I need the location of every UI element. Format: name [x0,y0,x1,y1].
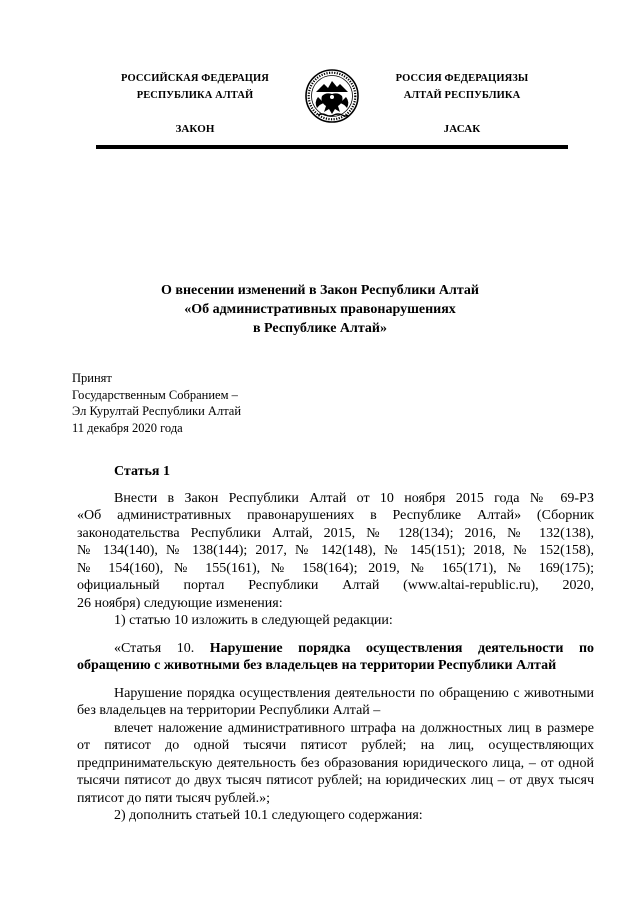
law-title-line: О внесении изменений в Закон Республики Алтай [161,283,479,298]
adoption-line: Эл Курултай Республики Алтай [72,404,242,418]
country-name-alt: РОССИЯ ФЕДЕРАЦИЯЗЫ [395,73,529,84]
adoption-block [72,370,241,436]
intro-line: «Об административных правонарушениях в Республике Алтай» (Сборник [77,508,594,523]
new-article-10 [77,640,594,675]
intro-line: Внести в Закон Республики Алтай от 10 ноября 2015 года № 69-РЗ [114,490,594,506]
adoption-date: 11 декабря 2020 года [72,420,183,435]
doc-kind-alt: JАСАК [443,123,481,135]
intro-line: № 154(160), № 155(161), № 158(164); 2019, № 165(171), № 169(175); [77,560,594,576]
header-divider [96,145,568,149]
intro-line: законодательства Республики Алтай, 2015, № 128(134); 2016, № 132(138), [77,525,594,541]
coat-of-arms-icon [304,66,360,128]
item-1: 1) статью 10 изложить в следующей редакции: [114,613,393,628]
penalty-paragraph: влечет наложение административного штрафа на должностных лиц в размере от пятисот до одной тысячи пятисот рублей; на лиц, осуществляющих предпринимательскую деятельность без образования юридического лица, – от одной тысячи пятисот до двух тысяч пятисот рублей; на юридических лиц – от двух тысяч пятисот до пяти тысяч рублей.»; [77,720,594,806]
republic-name-alt: АЛТАЙ РЕСПУБЛИКА [403,90,521,101]
law-title-line: «Об административных правонарушениях [184,302,456,317]
new-article-prefix: «Статья 10. [114,640,195,656]
article-heading: Статья 1 [114,464,170,479]
country-name-ru: РОССИЙСКАЯ ФЕДЕРАЦИЯ [121,73,269,84]
header-left-block [95,70,295,138]
law-title [120,281,520,338]
violation-paragraph: Нарушение порядка осуществления деятельности по обращению с животными без владельцев на территории Республики Алтай – [77,685,594,718]
new-article-title: Нарушение порядка осуществления деятельности по обращению с животными без владельцев на территории Республики Алтай [77,640,595,673]
adoption-line: Принят [72,371,112,385]
intro-line: № 134(140), № 138(144); 2017, № 142(148), № 145(151); 2018, № 152(158), [77,543,594,558]
intro-line: официальный портал Республики Алтай (www.altai-republic.ru), 2020, [77,578,594,593]
doc-kind-ru: ЗАКОН [175,123,215,135]
republic-name-ru: РЕСПУБЛИКА АЛТАЙ [136,90,254,101]
item-2: 2) дополнить статьей 10.1 следующего содержания: [114,808,423,823]
intro-line: 26 ноября) следующие изменения: [77,595,283,611]
header-right-block [362,70,562,138]
adoption-line: Государственным Собранием – [72,387,238,402]
law-title-line: в Республике Алтай» [253,321,387,336]
law-body [77,463,594,825]
